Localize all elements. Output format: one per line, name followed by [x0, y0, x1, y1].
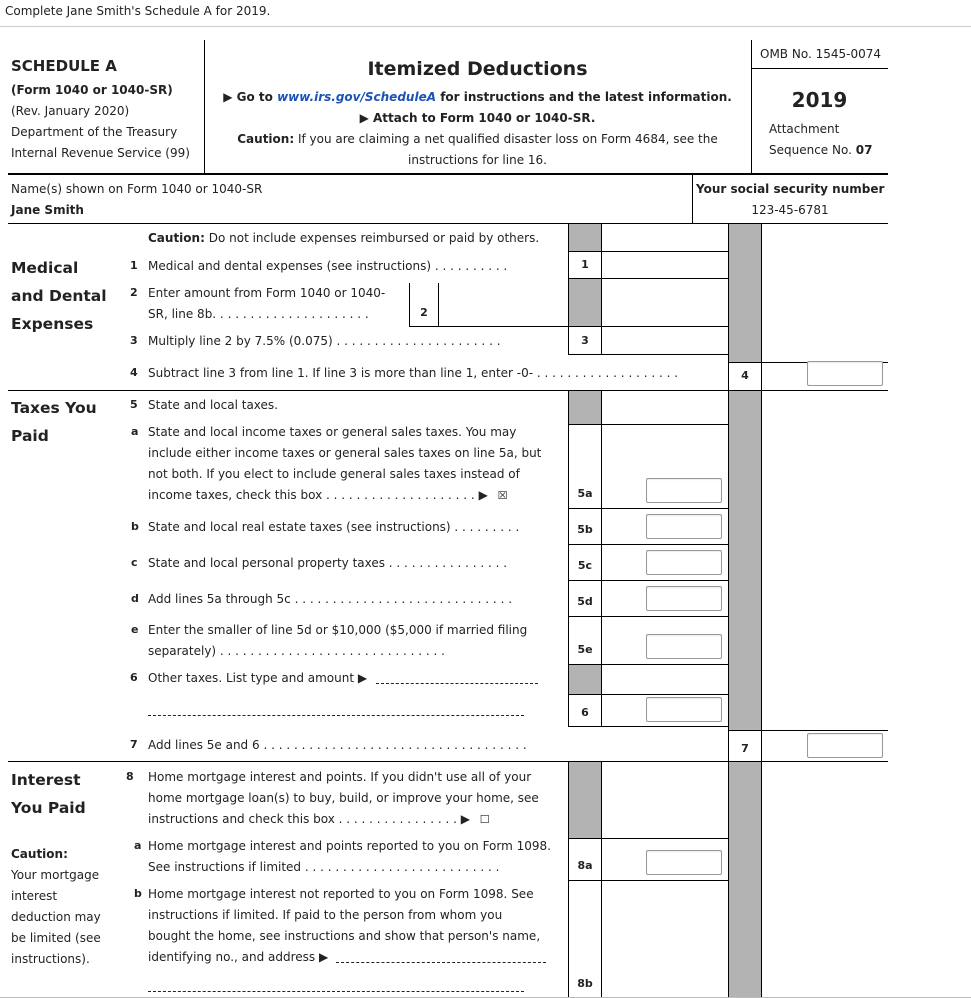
line8b-text-1: Home mortgage interest not reported to you on Form 1098. See: [148, 887, 534, 901]
line8b-text-2: instructions if limited. If paid to the person from whom you: [148, 908, 503, 922]
line5a-text-4: [148, 488, 508, 503]
ssn-value: 123-45-6781: [751, 203, 829, 217]
mortgage-checkbox[interactable]: ☐: [479, 813, 490, 826]
line5c-text: State and local personal property taxes . . . . . . . . . . . . . . . .: [148, 556, 508, 570]
col-line: [728, 224, 729, 390]
omb-number: OMB No. 1545-0074: [760, 47, 881, 61]
goto-prefix: Go to: [236, 90, 273, 104]
line8b-text-4-body: identifying no., and address: [148, 950, 316, 964]
line5a-text-1: State and local income taxes or general sales taxes. You may: [148, 425, 517, 439]
sales-tax-checkbox[interactable]: ☒: [497, 489, 508, 502]
schedule-title: SCHEDULE A: [11, 57, 117, 75]
sequence-number: 07: [855, 143, 873, 157]
shade: [568, 278, 601, 326]
line5-text: State and local taxes.: [148, 398, 278, 412]
section-title-taxes-1: Taxes You: [11, 399, 97, 417]
shade: [728, 224, 761, 362]
line-number-6: 6: [130, 671, 138, 684]
arrow-icon: ▶: [359, 111, 369, 125]
interest-caution-1: Your mortgage: [11, 868, 100, 882]
box-label-8a: 8a: [577, 859, 593, 872]
arrow-icon: ▶: [460, 812, 470, 826]
line5a-text-3: not both. If you elect to include general sales taxes instead of: [148, 467, 520, 481]
line-letter-5b: b: [131, 520, 139, 533]
row-rule: [409, 326, 728, 327]
box-label-3: 3: [581, 334, 589, 347]
taxpayer-name: Jane Smith: [11, 203, 84, 217]
col-line: [761, 762, 762, 998]
line6-text: [148, 671, 367, 685]
ssn-label: Your social security number: [696, 182, 885, 196]
row-rule: [568, 694, 728, 695]
line8-text-1: Home mortgage interest and points. If you didn't use all of your: [148, 770, 532, 784]
line-number-7: 7: [130, 738, 138, 751]
row-rule: [568, 580, 728, 581]
row-rule: [568, 251, 728, 252]
row-rule: [568, 424, 728, 425]
line6-entry-dashes[interactable]: [376, 683, 538, 684]
line4-amount-input[interactable]: [807, 361, 883, 386]
line5a-text-2: include either income taxes or general sales taxes on line 5a, but: [148, 446, 542, 460]
line-number-5: 5: [130, 398, 138, 411]
interest-caution-4: be limited (see: [11, 931, 101, 945]
page-title: Itemized Deductions: [367, 58, 588, 80]
line5b-amount-input[interactable]: [646, 514, 722, 539]
line5c-amount-input[interactable]: [646, 550, 722, 575]
tax-year: 2019: [791, 88, 848, 112]
arrow-icon: ▶: [223, 90, 233, 104]
box-label-2: 2: [420, 306, 428, 319]
line7-amount-input[interactable]: [807, 733, 883, 758]
section-title-interest-2: You Paid: [11, 799, 86, 817]
row-rule: [728, 730, 888, 731]
interest-caution-label: Caution:: [11, 847, 68, 861]
line-letter-5e: e: [131, 623, 139, 636]
shade: [568, 391, 601, 424]
line5d-amount-input[interactable]: [646, 586, 722, 611]
medical-caution: [148, 231, 539, 245]
line8a-text-2: See instructions if limited . . . . . . . . . . . . . . . . . . . . . . . . . .: [148, 860, 500, 874]
shade: [568, 762, 601, 838]
interest-caution-5: instructions).: [11, 952, 90, 966]
shade: [728, 762, 761, 998]
row-rule: [568, 838, 728, 839]
box-label-6: 6: [581, 706, 589, 719]
line-number-1: 1: [130, 259, 138, 272]
line4-text: Subtract line 3 from line 1. If line 3 is more than line 1, enter -0- . . . . . . . . . . . . . . . . . . .: [148, 366, 679, 380]
line5e-text-2: separately) . . . . . . . . . . . . . . . . . . . . . . . . . . . . . .: [148, 644, 445, 658]
box-label-5c: 5c: [577, 559, 593, 572]
shade: [568, 664, 601, 694]
irs-label: Internal Revenue Service (99): [11, 146, 190, 160]
line-number-3: 3: [130, 334, 138, 347]
line5d-text: Add lines 5a through 5c . . . . . . . . . . . . . . . . . . . . . . . . . . . . .: [148, 592, 513, 606]
header-caution-2: instructions for line 16.: [408, 153, 547, 167]
arrow-icon: ▶: [357, 671, 368, 685]
line7-text: Add lines 5e and 6 . . . . . . . . . . . . . . . . . . . . . . . . . . . . . . . . . . .: [148, 738, 527, 752]
row-rule: [568, 508, 728, 509]
attach-text: Attach to Form 1040 or 1040-SR.: [373, 111, 596, 125]
section-title-medical-3: Expenses: [11, 315, 94, 333]
box-label-1: 1: [581, 258, 589, 271]
line-number-2: 2: [130, 286, 138, 299]
row-rule: [568, 354, 728, 355]
line-letter-5a: a: [131, 425, 139, 438]
interest-caution-3: deduction may: [11, 910, 101, 924]
line5a-text-4-body: income taxes, check this box . . . . . . . . . . . . . . . . . . . .: [148, 488, 475, 502]
col-line: [761, 391, 762, 761]
section-title-medical-1: Medical: [11, 259, 79, 277]
form-ref: (Form 1040 or 1040-SR): [11, 83, 173, 97]
task-instruction: Complete Jane Smith's Schedule A for 2019.: [5, 4, 271, 18]
caution-text: If you are claiming a net qualified disaster loss on Form 4684, see the: [297, 132, 718, 146]
caution-label: Caution:: [237, 132, 295, 146]
col-line: [728, 391, 729, 761]
section-title-medical-2: and Dental: [11, 287, 107, 305]
sequence-line: [769, 143, 872, 157]
line8a-amount-input[interactable]: [646, 850, 722, 875]
row-rule: [568, 616, 728, 617]
line2-text-1: Enter amount from Form 1040 or 1040-: [148, 286, 386, 300]
section-rule: [8, 390, 888, 391]
attachment-label: Attachment: [769, 122, 840, 136]
box-label-5a: 5a: [577, 487, 593, 500]
line8-text-3-body: instructions and check this box . . . . . . . . . . . . . . . .: [148, 812, 457, 826]
arrow-icon: ▶: [319, 950, 329, 964]
line5e-text-1: Enter the smaller of line 5d or $10,000 ($5,000 if married filing: [148, 623, 528, 637]
interest-caution-2: interest: [11, 889, 58, 903]
line8-text-2: home mortgage loan(s) to buy, build, or improve your home, see: [148, 791, 539, 805]
caution-text: Do not include expenses reimbursed or paid by others.: [208, 231, 540, 245]
line6-amount-input[interactable]: [646, 697, 722, 722]
shade: [568, 224, 601, 251]
line8b-text-3: bought the home, see instructions and show that person's name,: [148, 929, 541, 943]
row-rule: [568, 278, 728, 279]
line8b-text-4: [148, 950, 328, 964]
line8-text-3: [148, 812, 490, 827]
line-letter-8b: b: [134, 887, 142, 900]
goto-line: [204, 90, 751, 104]
rev-date: (Rev. January 2020): [11, 104, 130, 118]
line5a-amount-input[interactable]: [646, 478, 722, 503]
row-rule: [568, 880, 728, 881]
line2-text-2: SR, line 8b. . . . . . . . . . . . . . . . . . . . .: [148, 307, 369, 321]
col-line: [728, 762, 729, 998]
divider: [0, 26, 971, 27]
omb-divider: [751, 68, 888, 69]
line5b-text: State and local real estate taxes (see instructions) . . . . . . . . .: [148, 520, 520, 534]
col-line: [761, 224, 762, 390]
caution-label: Caution:: [148, 231, 205, 245]
line5e-amount-input[interactable]: [646, 634, 722, 659]
row-rule: [568, 664, 728, 665]
section-title-interest-1: Interest: [11, 771, 81, 789]
box-label-5d: 5d: [577, 595, 593, 608]
line6-text-body: Other taxes. List type and amount: [148, 671, 355, 685]
box-label-5b: 5b: [577, 523, 593, 536]
line-letter-5c: c: [131, 556, 138, 569]
line8b-entry-dashes-2[interactable]: [148, 991, 524, 992]
shade: [728, 391, 761, 730]
arrow-icon: ▶: [478, 488, 488, 502]
line8a-text-1: Home mortgage interest and points reported to you on Form 1098.: [148, 839, 551, 853]
line6-entry-dashes-2[interactable]: [148, 715, 524, 716]
box-label-5e: 5e: [577, 643, 593, 656]
line3-text: Multiply line 2 by 7.5% (0.075) . . . . . . . . . . . . . . . . . . . . . .: [148, 334, 501, 348]
box-label-7: 7: [741, 742, 749, 755]
line1-text: Medical and dental expenses (see instructions) . . . . . . . . . .: [148, 259, 508, 273]
row-rule: [568, 544, 728, 545]
section-title-taxes-2: Paid: [11, 427, 49, 445]
header-caution: [204, 132, 751, 146]
section-rule: [8, 761, 888, 762]
line-letter-8a: a: [134, 839, 142, 852]
line-number-4: 4: [130, 366, 138, 379]
irs-link[interactable]: www.irs.gov/ScheduleA: [277, 90, 436, 104]
sequence-label: Sequence No.: [769, 143, 852, 157]
name-label: Name(s) shown on Form 1040 or 1040-SR: [11, 182, 263, 196]
line-number-8: 8: [126, 770, 134, 783]
department: Department of the Treasury: [11, 125, 178, 139]
box-label-4: 4: [741, 369, 749, 382]
line2-box-right: [438, 283, 439, 326]
goto-suffix: for instructions and the latest information.: [440, 90, 732, 104]
attach-line: [204, 111, 751, 125]
header-bottom-rule: [8, 173, 888, 175]
line8b-entry-dashes[interactable]: [336, 962, 546, 963]
line-letter-5d: d: [131, 592, 139, 605]
line2-box-left: [409, 283, 410, 326]
box-label-8b: 8b: [577, 977, 593, 990]
row-rule: [568, 726, 728, 727]
